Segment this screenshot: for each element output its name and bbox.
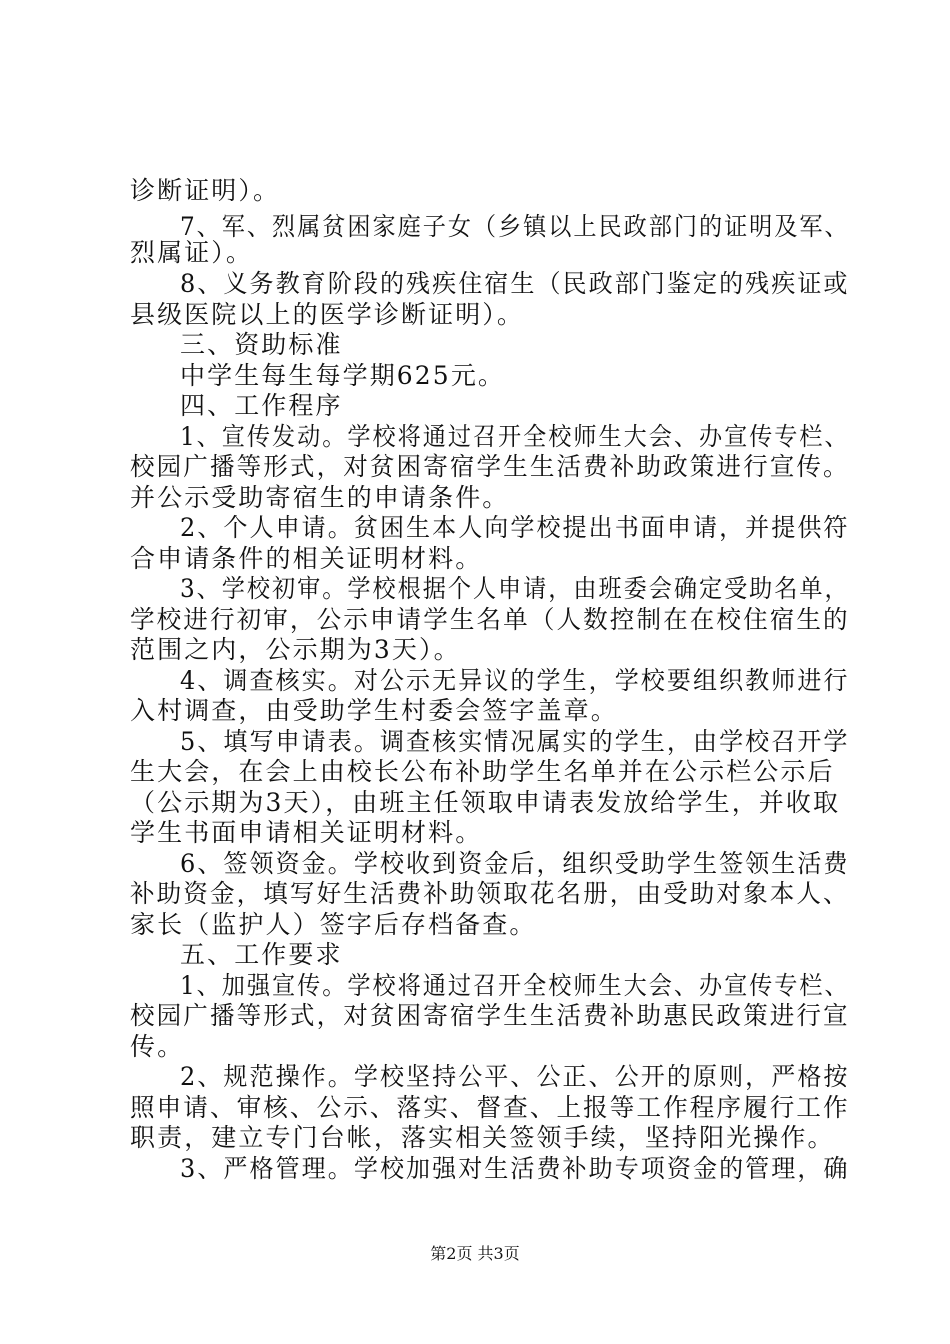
text-line: 职责，建立专门台帐，落实相关签领手续，坚持阳光操作。 [130, 1123, 835, 1152]
text-line: 学校进行初审，公示申请学生名单（人数控制在在校住宿生的 [130, 605, 850, 634]
text-line: 7、军、烈属贫困家庭子女（乡镇以上民政部门的证明及军、 [180, 212, 850, 241]
text-line: 校园广播等形式，对贫困寄宿学生生活费补助政策进行宣传。 [130, 452, 850, 481]
text-line: 8、义务教育阶段的残疾住宿生（民政部门鉴定的残疾证或 [180, 269, 850, 298]
text-line: 照申请、审核、公示、落实、督查、上报等工作程序履行工作 [130, 1093, 850, 1122]
text-line: 烈属证）。 [130, 238, 254, 267]
text-line: 合申请条件的相关证明材料。 [130, 544, 483, 573]
text-line: 3、严格管理。学校加强对生活费补助专项资金的管理，确 [180, 1154, 850, 1183]
text-line: 6、签领资金。学校收到资金后，组织受助学生签领生活费 [180, 849, 850, 878]
text-line: 补助资金，填写好生活费补助领取花名册，由受助对象本人、 [130, 879, 850, 908]
text-line: 入村调查，由受助学生村委会签字盖章。 [130, 696, 618, 725]
text-line: 校园广播等形式，对贫困寄宿学生生活费补助惠民政策进行宣 [130, 1001, 850, 1030]
section-heading: 四、工作程序 [180, 391, 343, 420]
text-line: （公示期为3天），由班主任领取申请表发放给学生，并收取 [130, 788, 841, 817]
text-line: 中学生每生每学期625元。 [180, 361, 506, 390]
text-line: 生大会，在会上由校长公布补助学生名单并在公示栏公示后 [130, 757, 835, 786]
text-line: 1、宣传发动。学校将通过召开全校师生大会、办宣传专栏、 [180, 422, 850, 451]
text-line: 家长（监护人）签字后存档备查。 [130, 910, 537, 939]
text-line: 县级医院以上的医学诊断证明）。 [130, 300, 525, 329]
text-line: 范围之内，公示期为3天）。 [130, 635, 461, 664]
section-heading: 三、资助标准 [180, 330, 343, 359]
text-line: 学生书面申请相关证明材料。 [130, 818, 483, 847]
text-line: 2、规范操作。学校坚持公平、公正、公开的原则，严格按 [180, 1062, 850, 1091]
text-line: 并公示受助寄宿生的申请条件。 [130, 483, 510, 512]
page-number-footer: 第2页 共3页 [430, 1244, 520, 1263]
text-line: 4、调查核实。对公示无异议的学生，学校要组织教师进行 [180, 666, 850, 695]
text-line: 2、个人申请。贫困生本人向学校提出书面申请，并提供符 [180, 513, 850, 542]
text-line: 3、学校初审。学校根据个人申请，由班委会确定受助名单， [180, 574, 850, 603]
text-line: 1、加强宣传。学校将通过召开全校师生大会、办宣传专栏、 [180, 971, 850, 1000]
text-line: 5、填写申请表。调查核实情况属实的学生，由学校召开学 [180, 727, 850, 756]
section-heading: 五、工作要求 [180, 940, 343, 969]
text-line: 诊断证明）。 [130, 176, 281, 205]
text-line: 传。 [130, 1032, 185, 1061]
